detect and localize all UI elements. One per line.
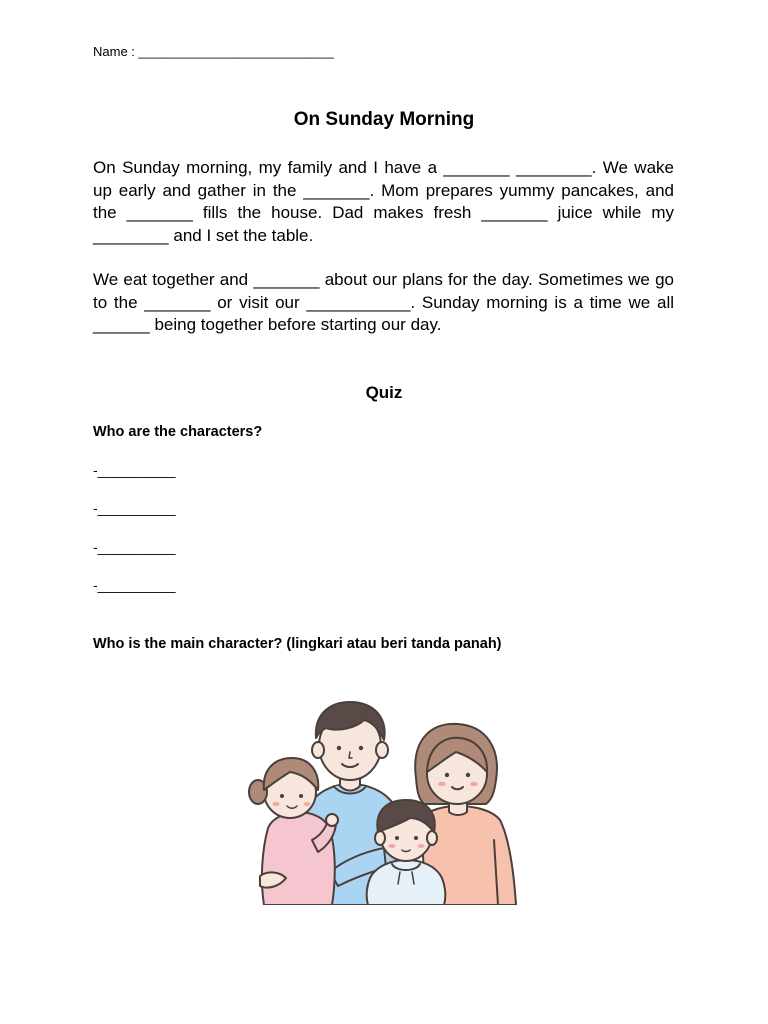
answer-line[interactable]: -__________: [93, 539, 176, 555]
name-field-line[interactable]: Name : ___________________________: [93, 44, 334, 59]
answer-line[interactable]: -__________: [93, 462, 176, 478]
worksheet-title: On Sunday Morning: [293, 109, 475, 130]
question-characters: Who are the characters?: [93, 424, 263, 440]
quiz-heading: Quiz: [365, 383, 403, 402]
answer-line[interactable]: -__________: [93, 500, 176, 516]
story-paragraph-1: On Sunday morning, my family and I have a _______ ________. We wake up early and gather in the _______. Mom prepares yummy pancakes, and the _______ fills the house. Dad makes fresh _______ juice while my ________ and I set the table.: [93, 158, 674, 246]
question-main-character: Who is the main character? (lingkari atau beri tanda panah): [93, 636, 502, 652]
story-paragraph-2: We eat together and _______ about our plans for the day. Sometimes we go to the _______ or visit our ___________. Sunday morning is a time we all ______ being together before starting our day.: [93, 270, 674, 335]
family-illustration[interactable]: [246, 700, 520, 905]
daughter-figure: [249, 758, 338, 905]
answer-line[interactable]: -__________: [93, 577, 176, 593]
